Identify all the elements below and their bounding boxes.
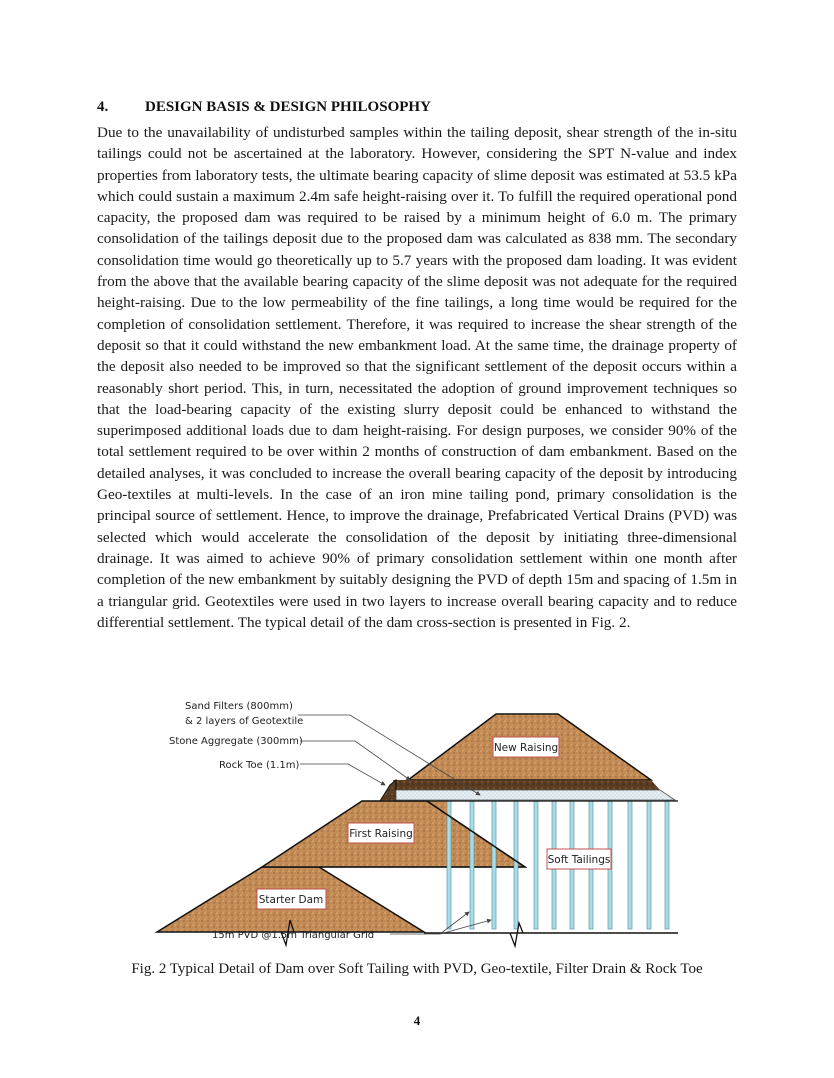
body-paragraph: Due to the unavailability of undisturbed samples within the tailing deposit, shear strength of the in-situ tailings could not be ascertained at the laboratory. However, considering the SPT N-value and index properties from laboratory tests, the ultimate bearing capacity of slime deposit was estimated at 53.5 kPa which could sustain a maximum 2.4m safe height-raising over it. To fulfill the required operational pond capacity, the proposed dam was required to be raised by a minimum height of 6.0 m. The primary consolidation of the tailings deposit due to the proposed dam was calculated as 838 mm. The secondary consolidation time would go theoretically up to 5.7 years with the proposed dam loading. It was evident from the above that the available bearing capacity of the slime deposit was not adequate for the required height-raising. Due to the low permeability of the fine tailings, a long time would be required for the completion of consolidation settlement. Therefore, it was required to increase the shear strength of the deposit so that it could withstand the new embankment load. At the same time, the drainage property of the deposit also needed to be improved so that the significant settlement of the deposit occurs within a reasonably short period. This, in turn, necessitated the adoption of ground improvement techniques so that the load-bearing capacity of the existing slurry deposit could be enhanced to withstand the superimposed additional loads due to dam height-raising. For design purposes, we consider 90% of the total settlement required to be over within 2 months of construction of dam embankment. Based on the detailed analyses, it was concluded to increase the overall bearing capacity of the deposit by introducing Geo-textiles at multi-levels. In the case of an iron mine tailing pond, primary consolidation is the principal source of settlement. Hence, to improve the drainage, Prefabricated Vertical Drains (PVD) was selected which would accelerate the consolidation of the deposit by initiating three-dimensional drainage. It was aimed to achieve 90% of primary consolidation settlement within one month after completion of the new embankment by suitably designing the PVD of depth 15m and spacing of 1.5m in a triangular grid. Geotextiles were used in two layers to increase overall bearing capacity and to reduce differential settlement. The typical detail of the dam cross-section is presented in Fig. 2.: [97, 124, 737, 631]
label-soft-tailings: [547, 849, 611, 869]
label-new-raising: [493, 737, 559, 757]
section-number: 4.: [97, 99, 109, 115]
callout-stone-aggregate: Stone Aggregate (300mm): [169, 736, 303, 747]
section-title: DESIGN BASIS & DESIGN PHILOSOPHY: [145, 99, 431, 115]
label-starter-dam: [257, 889, 326, 909]
callout-pvd: 15m PVD @1.5m Triangular Grid: [212, 930, 375, 941]
callout-sand-filters: Sand Filters (800mm): [185, 701, 293, 712]
figure-caption: Fig. 2 Typical Detail of Dam over Soft Tailing with PVD, Geo-textile, Filter Drain & Rock Toe: [131, 961, 703, 977]
dam-cross-section-figure: [150, 690, 750, 950]
callout-rock-toe: Rock Toe (1.1m): [219, 760, 300, 771]
page-number: 4: [413, 1013, 421, 1028]
label-first-raising: [348, 823, 414, 843]
sand-filter-layer: [396, 790, 675, 800]
svg-text:Starter Dam: Starter Dam: [258, 894, 324, 906]
callout-geotextile: & 2 layers of Geotextile: [185, 716, 304, 727]
svg-text:New Raising: New Raising: [493, 742, 559, 754]
stone-aggregate-layer: [393, 780, 660, 790]
svg-text:First Raising: First Raising: [349, 828, 413, 840]
svg-text:Soft Tailings: Soft Tailings: [547, 854, 611, 866]
section-heading: [97, 97, 737, 117]
